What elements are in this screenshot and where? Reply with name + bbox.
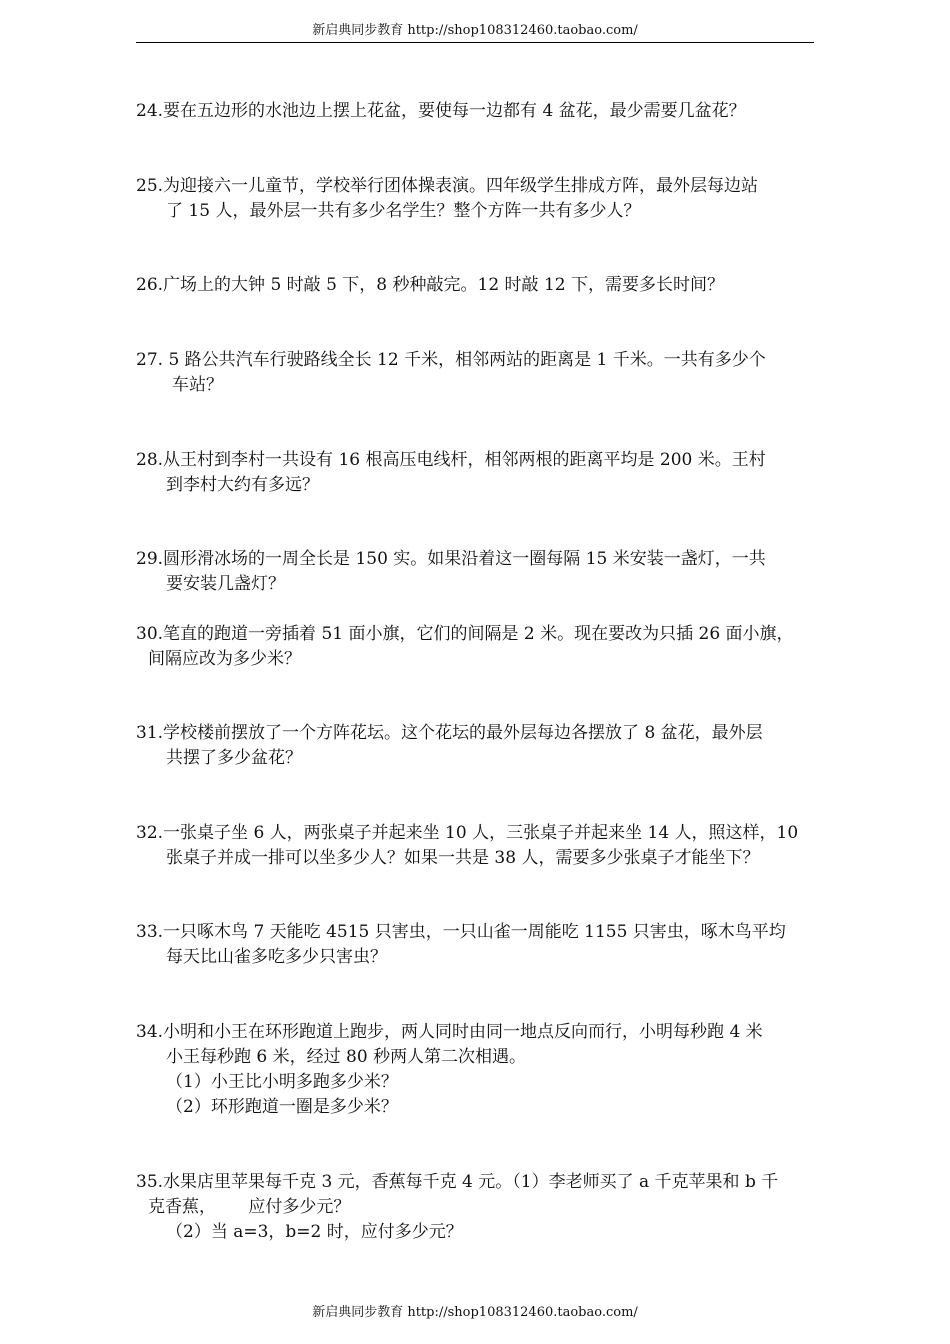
question-line: 35.水果店里苹果每千克 3 元，香蕉每千克 4 元。（1）李老师买了 a 千克苹果和 b 千 (136, 1172, 779, 1192)
question-line: 29.圆形滑冰场的一周全长是 150 实。如果沿着这一圈每隔 15 米安装一盏灯，一共 (136, 549, 766, 569)
header-divider (136, 42, 814, 43)
question-35 (136, 1170, 826, 1245)
question-line: 32.一张桌子坐 6 人，两张桌子并起来坐 10 人，三张桌子并起来坐 14 人，照这样，10 (136, 823, 799, 843)
page-footer: 新启典同步教育 http://shop108312460.taobao.com/ (312, 1305, 638, 1320)
question-32 (136, 821, 826, 871)
question-26 (136, 273, 826, 298)
question-30 (136, 622, 826, 672)
question-31 (136, 721, 826, 771)
question-line: 31.学校楼前摆放了一个方阵花坛。这个花坛的最外层每边各摆放了 8 盆花，最外层 (136, 723, 763, 743)
question-33 (136, 920, 826, 970)
question-subpart: （2）环形跑道一圈是多少米？ (166, 1097, 398, 1117)
question-line: 了 15 人，最外层一共有多少名学生？整个方阵一共有多少人？ (166, 201, 641, 221)
question-line: 要安装几盏灯？ (166, 574, 285, 594)
question-line: 到李村大约有多远？ (166, 475, 319, 495)
question-line: 张桌子并成一排可以坐多少人？如果一共是 38 人，需要多少张桌子才能坐下？ (166, 848, 760, 868)
question-line: 24.要在五边形的水池边上摆上花盆，要使每一边都有 4 盆花，最少需要几盆花？ (136, 101, 746, 121)
question-line: 每天比山雀多吃多少只害虫？ (166, 947, 387, 967)
question-line: 25.为迎接六一儿童节，学校举行团体操表演。四年级学生排成方阵，最外层每边站 (136, 176, 759, 196)
question-line: 车站？ (172, 375, 223, 395)
question-29 (136, 547, 826, 597)
question-line: 克香蕉， 应付多少元？ (148, 1197, 351, 1217)
question-line: 33.一只啄木鸟 7 天能吃 4515 只害虫，一只山雀一周能吃 1155 只害虫，啄木鸟平均 (136, 922, 786, 942)
question-line: 26.广场上的大钟 5 时敲 5 下，8 秒种敲完。12 时敲 12 下，需要多长时间？ (136, 275, 724, 295)
question-24 (136, 99, 826, 124)
question-line: 34.小明和小王在环形跑道上跑步，两人同时由同一地点反向而行，小明每秒跑 4 米 (136, 1022, 763, 1042)
question-line: 共摆了多少盆花？ (166, 748, 302, 768)
question-subpart: （2）当 a=3，b=2 时，应付多少元？ (166, 1222, 463, 1242)
page-header: 新启典同步教育 http://shop108312460.taobao.com/ (312, 23, 638, 38)
question-line: 小王每秒跑 6 米，经过 80 秒两人第二次相遇。 (166, 1047, 527, 1067)
question-line: 间隔应改为多少米？ (148, 649, 301, 669)
question-line: 30.笔直的跑道一旁插着 51 面小旗，它们的间隔是 2 米。现在要改为只插 26 面小旗， (136, 624, 794, 644)
question-28 (136, 448, 826, 498)
question-34 (136, 1020, 826, 1120)
question-25 (136, 174, 826, 224)
question-line: 27. 5 路公共汽车行驶路线全长 12 千米，相邻两站的距离是 1 千米。一共有多少个 (136, 350, 766, 370)
question-line: 28.从王村到李村一共设有 16 根高压电线杆，相邻两根的距离平均是 200 米。王村 (136, 450, 766, 470)
question-27 (136, 348, 826, 398)
question-subpart: （1）小王比小明多跑多少米？ (166, 1072, 398, 1092)
